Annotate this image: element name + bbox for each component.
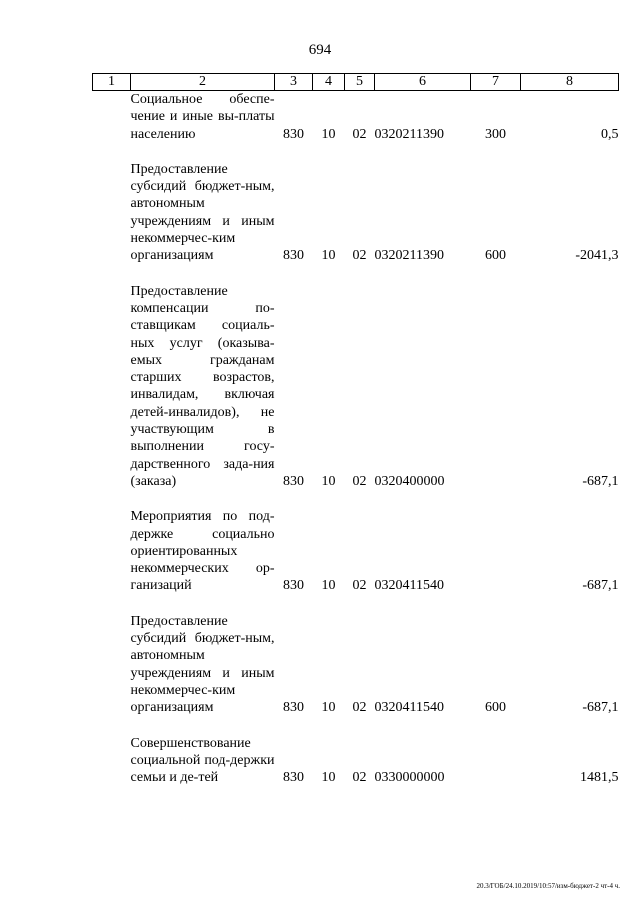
row-ministry-code: 830 bbox=[283, 578, 304, 594]
row-name: Мероприятия по под-держке социально ориентированных некоммерческих ор-ганизаций bbox=[130, 509, 275, 594]
row-expense-type bbox=[471, 735, 521, 787]
header-col-2: 2 bbox=[131, 74, 275, 91]
table-row bbox=[93, 91, 619, 143]
row-section: 10 bbox=[321, 473, 336, 489]
row-expense-type bbox=[471, 508, 521, 594]
row-amount: 0,5 bbox=[601, 126, 619, 142]
row-subsection: 02 bbox=[352, 700, 367, 716]
header-col-5: 5 bbox=[345, 74, 375, 91]
table-row bbox=[93, 283, 619, 491]
row-name: Совершенствование социальной под-держки семьи и де-тей bbox=[130, 735, 275, 786]
row-target-code: 0320411540 bbox=[374, 578, 444, 594]
row-amount: -2041,3 bbox=[575, 248, 619, 264]
row-ministry-code: 830 bbox=[283, 248, 304, 264]
table-row bbox=[93, 508, 619, 594]
row-expense-type: 300 bbox=[485, 126, 506, 142]
row-name: Предоставление компенсации по-ставщикам социаль-ных услуг (оказыва-емых гражданам старших возрастов, инвалидам, включая детей-инвалидов), не участвующим в выполнении госу-дарственного зада-ния (заказа) bbox=[130, 283, 275, 489]
header-col-7: 7 bbox=[471, 74, 521, 91]
header-col-4: 4 bbox=[313, 74, 345, 91]
row-section: 10 bbox=[321, 770, 336, 786]
row-ministry-code: 830 bbox=[283, 473, 304, 489]
row-target-code: 0330000000 bbox=[374, 770, 445, 786]
row-name: Социальное обеспе-чение и иные вы-платы населению bbox=[130, 92, 275, 142]
table-row bbox=[93, 613, 619, 717]
header-col-6: 6 bbox=[375, 74, 471, 91]
row-amount: -687,1 bbox=[582, 700, 619, 716]
row-ministry-code: 830 bbox=[283, 700, 304, 716]
row-section: 10 bbox=[321, 248, 336, 264]
row-expense-type bbox=[471, 283, 521, 491]
row-target-code: 0320411540 bbox=[374, 700, 444, 716]
row-amount: -687,1 bbox=[582, 578, 619, 594]
header-col-1: 1 bbox=[93, 74, 131, 91]
row-amount: 1481,5 bbox=[580, 770, 619, 786]
row-subsection: 02 bbox=[352, 126, 367, 142]
row-amount: -687,1 bbox=[582, 473, 619, 489]
row-ministry-code: 830 bbox=[283, 770, 304, 786]
footer-note: 20.3/ГОБ/24.10.2019/10:57/изм-бюджет-2 чт-4 ч. bbox=[476, 882, 620, 890]
header-col-8: 8 bbox=[521, 74, 619, 91]
table-row bbox=[93, 735, 619, 787]
row-ministry-code: 830 bbox=[283, 126, 304, 142]
row-expense-type: 600 bbox=[485, 248, 506, 264]
budget-table bbox=[92, 73, 619, 786]
row-section: 10 bbox=[321, 700, 336, 716]
row-expense-type: 600 bbox=[485, 700, 506, 716]
row-target-code: 0320400000 bbox=[374, 473, 445, 489]
row-section: 10 bbox=[321, 578, 336, 594]
table-header bbox=[93, 74, 619, 91]
page-number: 694 bbox=[308, 42, 332, 58]
row-subsection: 02 bbox=[352, 770, 367, 786]
row-name: Предоставление субсидий бюджет-ным, автономным учреждениям и иным некоммерчес-ким организациям bbox=[130, 161, 275, 264]
row-subsection: 02 bbox=[352, 473, 367, 489]
row-target-code: 0320211390 bbox=[374, 126, 444, 142]
row-section: 10 bbox=[321, 126, 336, 142]
row-name: Предоставление субсидий бюджет-ным, автономным учреждениям и иным некоммерчес-ким организациям bbox=[130, 613, 275, 716]
row-subsection: 02 bbox=[352, 578, 367, 594]
row-subsection: 02 bbox=[352, 248, 367, 264]
table-row bbox=[93, 161, 619, 265]
header-col-3: 3 bbox=[275, 74, 313, 91]
row-target-code: 0320211390 bbox=[374, 248, 444, 264]
